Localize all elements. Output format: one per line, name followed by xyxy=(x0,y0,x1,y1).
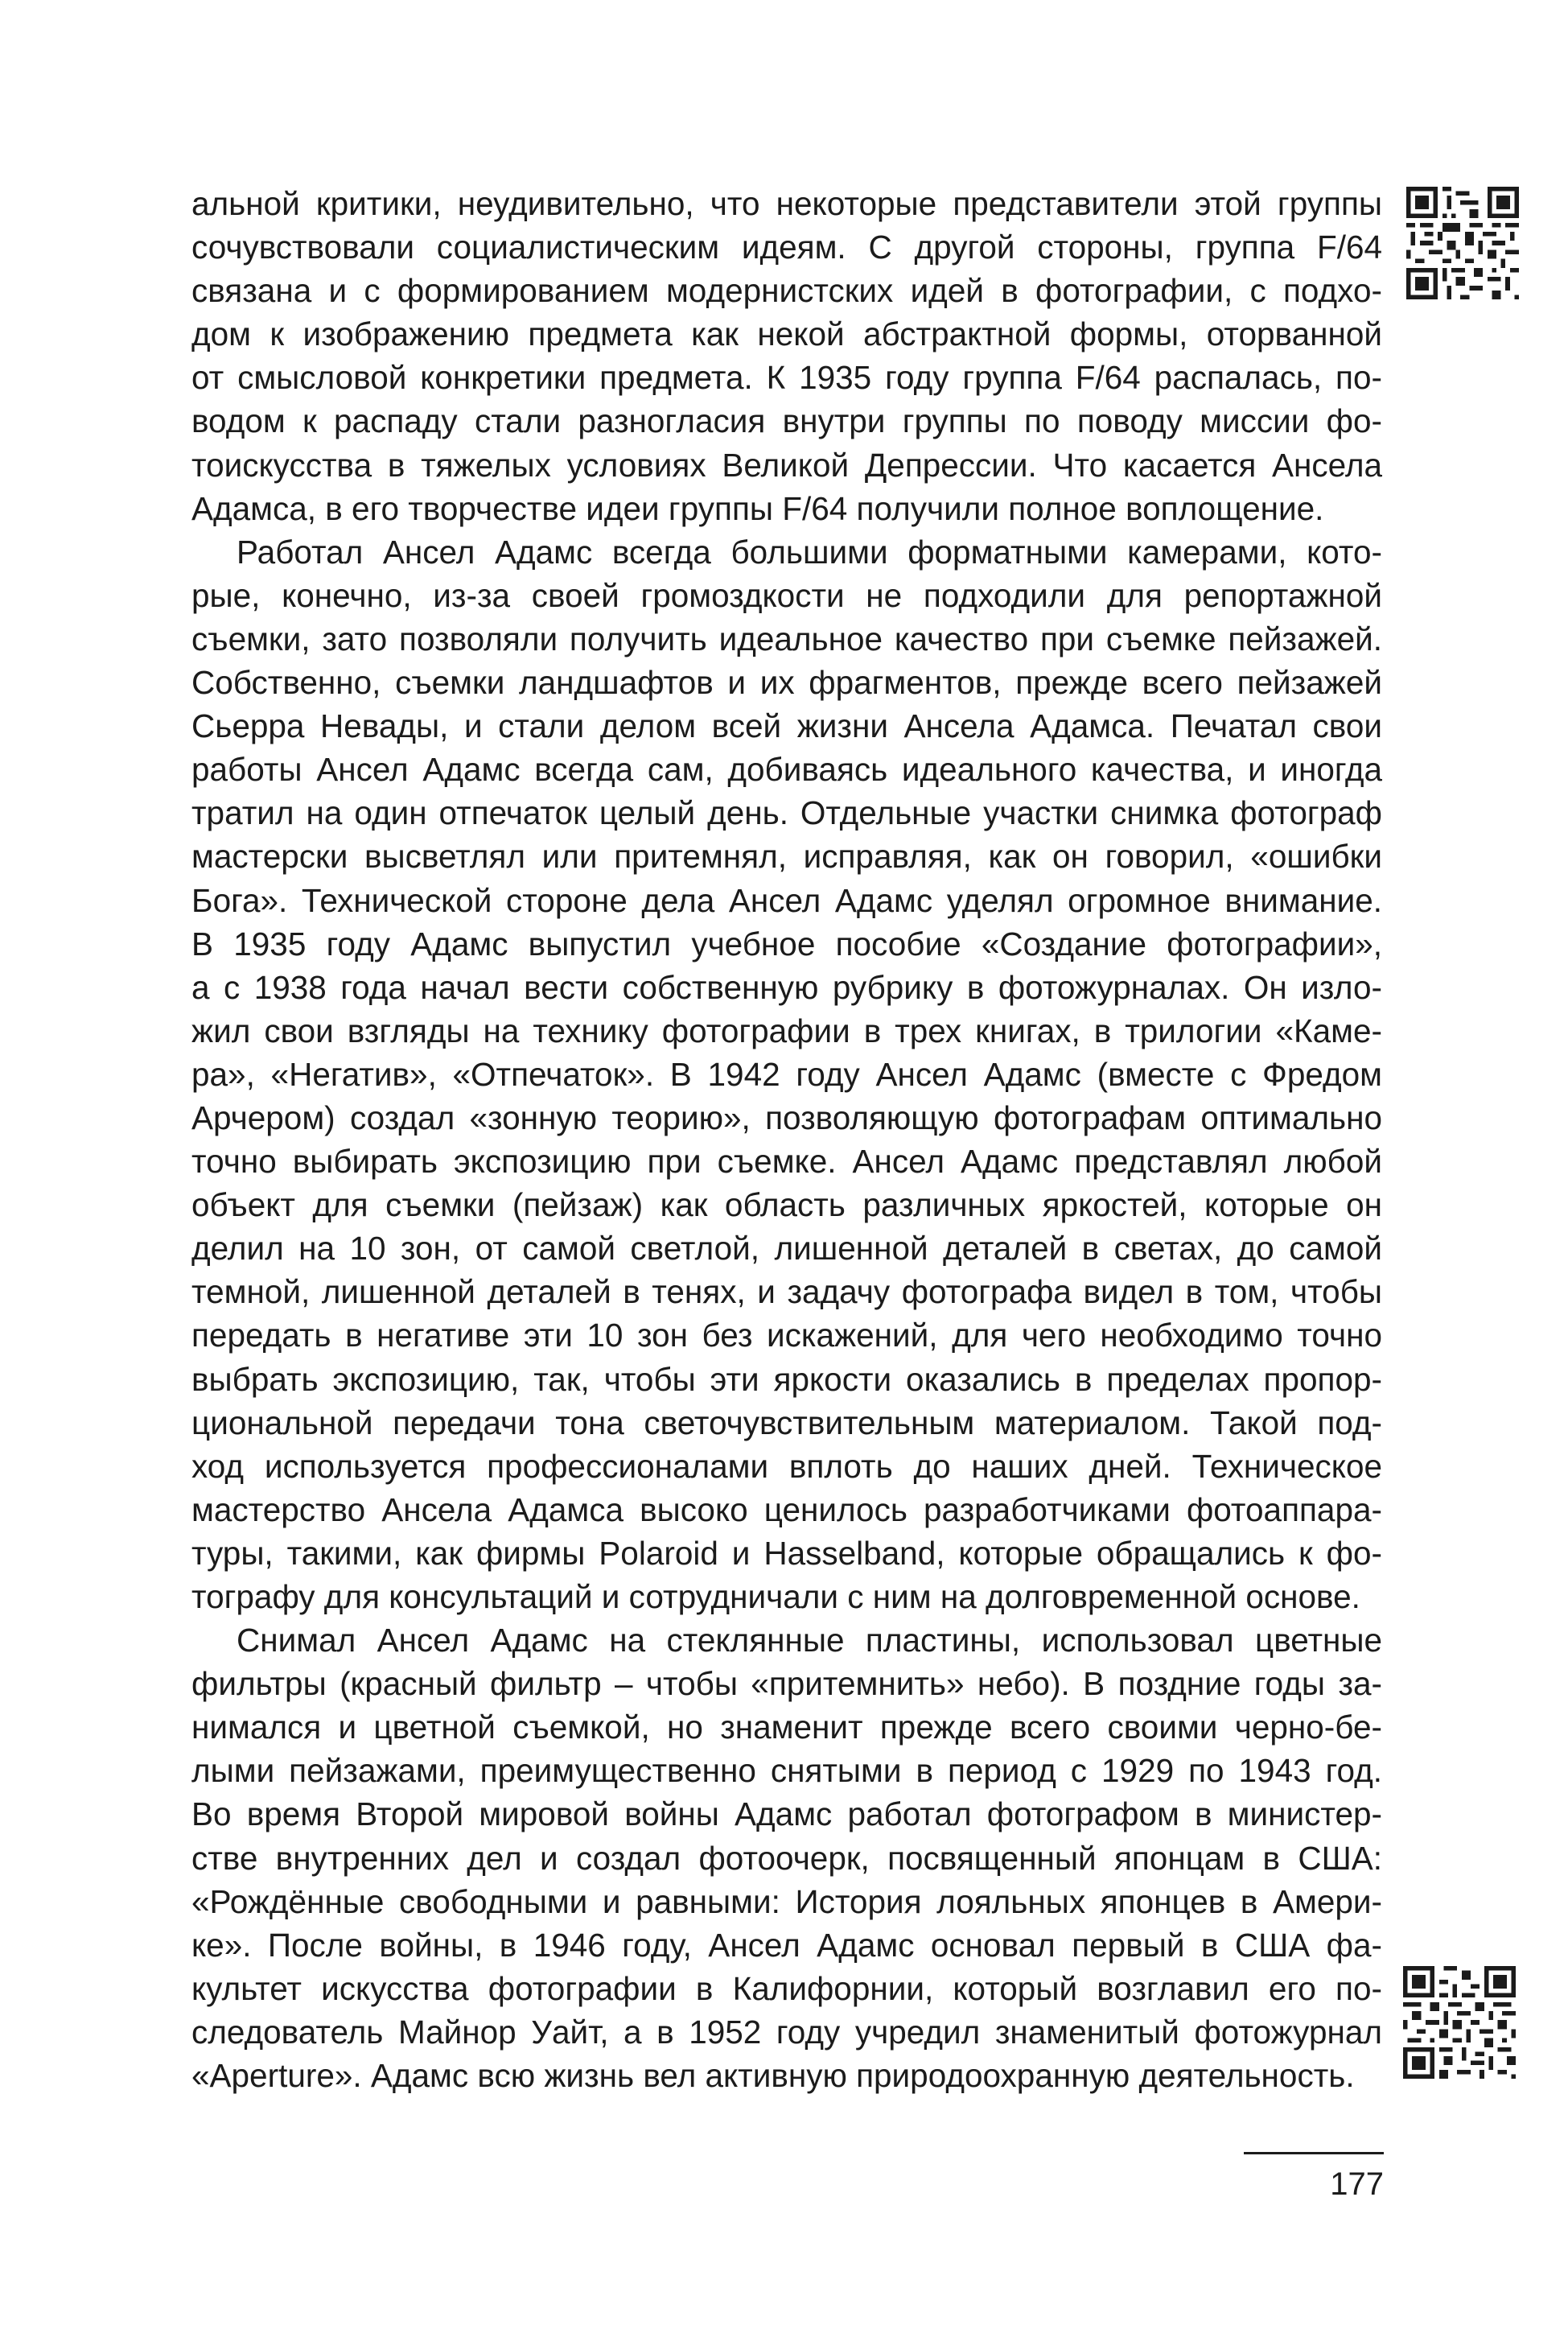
qr-code-bottom[interactable] xyxy=(1403,1966,1516,2079)
qr-code-top[interactable] xyxy=(1406,187,1519,299)
text-line: следователь Майнор Уайт, а в 1952 году учредил знаменитый фотожурнал xyxy=(191,2013,1382,2051)
body-text xyxy=(191,182,1382,2097)
text-line: сочувствовали социалистическим идеям. С другой стороны, группа F/64 xyxy=(191,229,1382,266)
text-line: культет искусства фотографии в Калифорнии, который возглавил его по- xyxy=(191,1969,1382,2007)
text-line: связана и с формированием модернистских идей в фотографии, с подхо- xyxy=(191,272,1382,310)
text-line: тратил на один отпечаток целый день. Отдельные участки снимка фотограф xyxy=(191,794,1382,832)
qr-code-icon xyxy=(1403,1966,1516,2079)
qr-code-icon xyxy=(1406,187,1519,299)
text-line: делил на 10 зон, от самой светлой, лишенной деталей в светах, до самой xyxy=(191,1230,1382,1268)
text-line: туры, такими, как фирмы Polaroid и Hasselband, которые обращались к фо- xyxy=(191,1534,1382,1572)
text-line: Работал Ансел Адамс всегда большими форматными камерами, кото- xyxy=(237,533,1382,571)
text-line: «Рождённые свободными и равными: История лояльных японцев в Амери- xyxy=(191,1882,1382,1920)
paragraph-2 xyxy=(191,530,1382,1618)
text-line: ход используется профессионалами вплоть до наших дней. Техническое xyxy=(191,1447,1382,1485)
page-number: 177 xyxy=(1330,2166,1384,2202)
text-line: Сьерра Невады, и стали делом всей жизни Ансела Адамса. Печатал свои xyxy=(191,707,1382,745)
text-line: рые, конечно, из-за своей громоздкости не подходили для репортажной xyxy=(191,576,1382,614)
text-line: точно выбирать экспозицию при съемке. Ансел Адамс представлял любой xyxy=(191,1143,1382,1181)
text-line: нимался и цветной съемкой, но знаменит прежде всего своими черно-бе- xyxy=(191,1709,1382,1746)
text-line: Во время Второй мировой войны Адамс работал фотографом в министер- xyxy=(191,1795,1382,1833)
text-line: Снимал Ансел Адамс на стеклянные пластины, использовал цветные xyxy=(237,1622,1382,1659)
paragraph-3 xyxy=(191,1618,1382,2097)
text-line: Бога». Технической стороне дела Ансел Адамс уделял огромное внимание. xyxy=(191,881,1382,919)
text-line: мастерски высветлял или притемнял, исправляя, как он говорил, «ошибки xyxy=(191,838,1382,876)
footer-rule xyxy=(1244,2152,1384,2154)
text-line: темной, лишенной деталей в тенях, и задачу фотографа видел в том, чтобы xyxy=(191,1273,1382,1311)
text-line: выбрать экспозицию, так, чтобы эти яркости оказались в пределах пропор- xyxy=(191,1360,1382,1398)
text-line: передать в негативе эти 10 зон без искажений, для чего необходимо точно xyxy=(191,1317,1382,1354)
text-line: от смысловой конкретики предмета. К 1935 году группа F/64 распалась, по- xyxy=(191,359,1382,397)
text-line: Собственно, съемки ландшафтов и их фрагментов, прежде всего пейзажей xyxy=(191,664,1382,702)
text-line: циональной передачи тона светочувствительным материалом. Такой под- xyxy=(191,1404,1382,1441)
text-line: альной критики, неудивительно, что некоторые представители этой группы xyxy=(191,185,1382,222)
text-line: фильтры (красный фильтр – чтобы «притемнить» небо). В поздние годы за- xyxy=(191,1665,1382,1703)
text-line: а с 1938 года начал вести собственную рубрику в фотожурналах. Он изло- xyxy=(191,968,1382,1006)
text-line: объект для съемки (пейзаж) как область различных яркостей, которые он xyxy=(191,1186,1382,1224)
text-line: стве внутренних дел и создал фотоочерк, посвященный японцам в США: xyxy=(191,1839,1382,1877)
text-line: съемки, зато позволяли получить идеальное качество при съемке пейзажей. xyxy=(191,620,1382,657)
text-line: ке». После войны, в 1946 году, Ансел Адамс основал первый в США фа- xyxy=(191,1926,1382,1964)
text-line: дом к изображению предмета как некой абстрактной формы, оторванной xyxy=(191,315,1382,353)
paragraph-1 xyxy=(191,182,1382,530)
text-line: тографу для консультаций и сотрудничали с ним на долговременной основе. xyxy=(191,1578,1360,1615)
text-line: лыми пейзажами, преимущественно снятыми в период с 1929 по 1943 год. xyxy=(191,1752,1382,1790)
text-line: Адамса, в его творчестве идеи группы F/64 получили полное воплощение. xyxy=(191,489,1324,527)
text-line: ра», «Негатив», «Отпечаток». В 1942 году Ансел Адамс (вместе с Фредом xyxy=(191,1055,1382,1093)
text-line: работы Ансел Адамс всегда сам, добиваясь идеального качества, и иногда xyxy=(191,751,1382,789)
text-line: В 1935 году Адамс выпустил учебное пособие «Создание фотографии», xyxy=(191,925,1382,963)
text-line: жил свои взгляды на технику фотографии в трех книгах, в трилогии «Каме- xyxy=(191,1012,1382,1049)
text-line: тоискусства в тяжелых условиях Великой Депрессии. Что касается Ансела xyxy=(191,446,1382,484)
text-line: «Aperture». Адамс всю жизнь вел активную природоохранную деятельность. xyxy=(191,2057,1355,2095)
text-line: водом к распаду стали разногласия внутри группы по поводу миссии фо- xyxy=(191,402,1382,440)
text-line: Арчером) создал «зонную теорию», позволяющую фотографам оптимально xyxy=(191,1099,1382,1136)
text-line: мастерство Ансела Адамса высоко ценилось разработчиками фотоаппара- xyxy=(191,1490,1382,1528)
